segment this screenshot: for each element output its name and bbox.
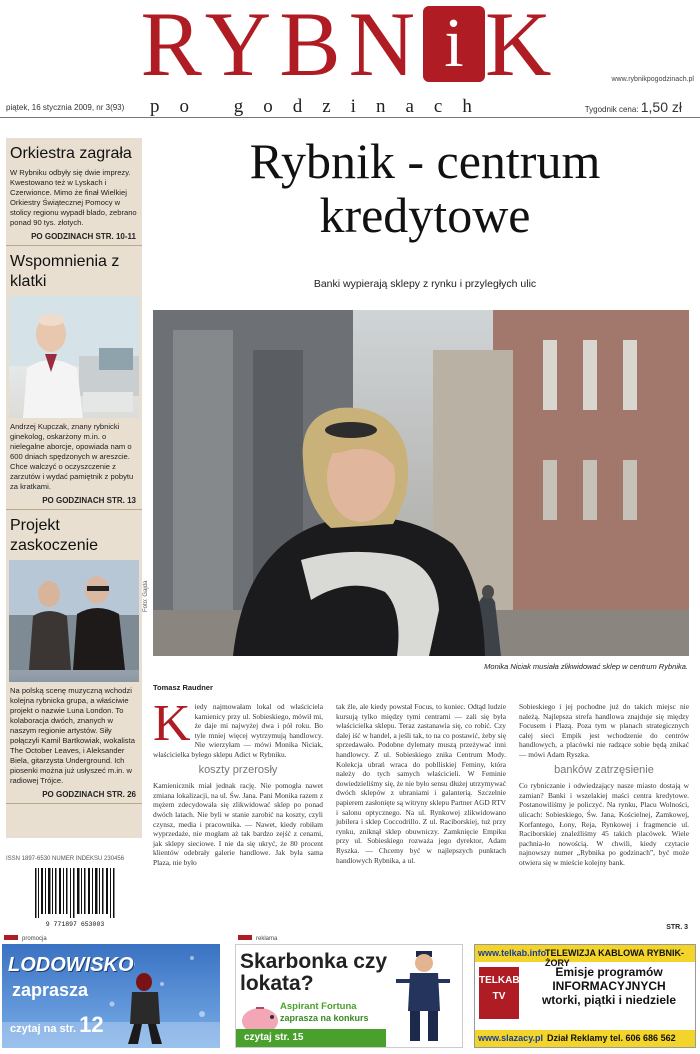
site-url[interactable]: www.rybnikpogodzinach.pl xyxy=(611,76,694,83)
price-value: 1,50 zł xyxy=(640,99,682,115)
article-paragraph: iedy najmowałam lokal od właściciela kamienicy przy ul. Sobieskiego, mówił mi, że daje mi najwyżej dwa i pół roku. Bo tyle mniej więcej wytrzymują handlowcy. Nie wierzyłam — mówi Monika Niciak, właścicielka byłego sklepu Adict w Rybniku. xyxy=(153,702,323,759)
sidebar-item-ref[interactable]: PO GODZINACH STR. 10-11 xyxy=(6,230,142,246)
ad-label: reklama xyxy=(238,935,277,942)
masthead-divider xyxy=(0,117,700,118)
mascot-figure-icon xyxy=(392,949,452,1045)
photo-caption: Monika Niciak musiała zlikwidować sklep w centrum Rybnika. xyxy=(484,662,688,671)
article-paragraph: Sobieskiego i jej pochodne już do takich miejsc nie należą. Najlepsza strefa handlowa znajduje się między Focusem i Plazą. Poza tym w planach strategicznych całej sieci Empik jest wchodzenie do centrów handlowych, a placówki nie radzące sobie będą znikać — mówi Adam Ryszka. xyxy=(519,702,689,759)
ad-telkab[interactable] xyxy=(474,944,696,1048)
ad2-contest: zaprasza na konkurs xyxy=(280,1013,369,1023)
issn-index: ISSN 1897-6530 NUMER INDEKSU 230456 xyxy=(6,856,125,862)
page-title[interactable] xyxy=(160,134,690,242)
sidebar-item-text: Andrzej Kupczak, znany rybnicki ginekolog, oskarżony m.in. o nielegalne aborcje, opowiada nam o 600 dniach spędzonych w areszcie. Chce walczyć o oczyszczenie z zarzutów i wydać pamiętnik z pobytu za kratkami. xyxy=(10,422,134,491)
sidebar-item-projekt[interactable] xyxy=(6,510,142,804)
ad3-top-bar xyxy=(475,945,696,968)
article-column-2 xyxy=(336,702,506,865)
sidebar-item-ref[interactable]: PO GODZINACH STR. 13 xyxy=(6,494,142,510)
ad-lodowisko[interactable] xyxy=(2,944,220,1048)
price-label-text: Tygodnik cena: xyxy=(584,105,639,114)
ad1-footer-text: czytaj na str. xyxy=(10,1023,77,1035)
article-paragraph: tak źle, ale kiedy powstał Focus, to koniec. Odtąd ludzie kursują tylko między tymi centrami — zali się była właścicielka sklepu. Teraz zastanawia się, co robić. Czy dalej iść w handel, a jeśli tak, to na co postawić, żeby się sprzedawało. Podobne dylematy muszą przeżywać inni handlowcy. Z ul. Sobieskiego znika Centrum Mody. Kolekcja ubrań wraca do poblliskiej Feminy, która należy do tych samych właścicieli. W Feminie dowiedzieliśmy się, że nie było sensu dłużej utrzymywać dwóch sklepów z ubraniami i galanterią. Szczelnie papierem zasłonięte są witryny sklepu Partner AGD RTV i salonu optycznego. Na ul. Rynkowej zlikwidowano jubilera i sklep Coccodrillo. Z ul. Raciborskiej, tuż przy rynku, zniknął sklep obuwniczy. Zamknięcie Empiku przy ul. Sobieskiego rozważa jego dyrektor, Adam Ryszka. — Chcemy być w najlepszych punktach handlowych Rybnika, a ul. xyxy=(336,702,506,865)
ad1-subtitle: zaprasza xyxy=(12,980,89,1000)
section-heading: banków zatrzęsienie xyxy=(554,763,654,776)
ad3-bottom-bar xyxy=(475,1030,696,1047)
price-label xyxy=(585,99,682,115)
telkab-logo: TELKAB TV xyxy=(479,967,519,1019)
ad3-line2: INFORMACYJNYCH xyxy=(552,979,666,993)
sidebar-item-text: W Rybniku odbyły się dwie imprezy. Kwestowano też w Lyskach i Czerwionce. Mimo że finał Wielkiej Orkiestry Świątecznej Pomocy w stolicy regionu wypadł blado, zebrano ponad 90 tys. złotych. xyxy=(10,168,137,227)
ad3-tv-name: TELEWIZJA KABLOWA RYBNIK- ŻORY xyxy=(545,948,684,968)
sidebar-item-wspomnienia[interactable] xyxy=(6,246,142,510)
newspaper-logo[interactable] xyxy=(90,0,610,95)
ad3-contact: Dział Reklamy tel. 606 686 562 xyxy=(547,1033,676,1043)
article-paragraph: Co rybniczanie i odwiedzający nasze miasto dostają w zamian? Banki i wszelakiej maści centra kredytowe. Postanowiliśmy je policzyć. Na rynku, Placu Wolności, ulicach: Sobieskiego, Św. Jana, Kościelnej, Zamkowej, Korfantego, Łony, Reja, Rynkowej i fragmencie ul. Raciborskiej znaleźliśmy 45 takich placówek. Wiele pachnia-ło nowością. W chwili, kiedy czytacie najnowszy numer „Rybnika po godzinach”, być może otwiera się w mieście kolejny bank. xyxy=(519,781,689,867)
ad3-url-slazacy[interactable]: www.slazacy.pl xyxy=(478,1033,544,1043)
doctor-photo-art xyxy=(9,296,139,418)
sidebar-item-title: Wspomnienia z klatki xyxy=(10,253,120,290)
article-column-3 xyxy=(519,702,689,868)
ad1-title: LODOWISKO xyxy=(8,954,134,976)
headline-line1: Rybnik - centrum xyxy=(249,133,601,189)
ad3-url-telkab[interactable]: www.telkab.info xyxy=(478,948,547,958)
logo-text-right: K xyxy=(485,0,560,95)
ad-skarbonka[interactable] xyxy=(235,944,463,1048)
ad1-footer xyxy=(10,1012,104,1038)
sidebar-item-text: Na polską scenę muzyczną wchodzi kolejna rybnicka grupa, a właściwie projekt o nazwie Luna London. To kolaboracja dwóch, znanych w naszym regionie artystów. Siły połączyli Kamil Bartkowiak, wokalista The October Leaves, i Aleksander Biela, gitarzysta Underground. Ich piosenki można już usłyszeć m.in. w radiowej Trójce. xyxy=(10,686,135,785)
article-column-1 xyxy=(153,695,323,868)
sidebar-item-title: Orkiestra zagrała xyxy=(10,145,132,162)
ad2-footer: czytaj str. 15 xyxy=(236,1029,386,1047)
article-author: Tomasz Raudner xyxy=(153,683,213,692)
sidebar-item-title: Projekt zaskoczenie xyxy=(10,517,99,554)
ad2-title: Skarbonka czy lokata? xyxy=(240,950,388,995)
ad3-line3: wtorki, piątki i niedziele xyxy=(541,993,677,1007)
sidebar-item-orkiestra[interactable] xyxy=(6,138,142,246)
main-photo[interactable] xyxy=(153,310,689,656)
headline-line2: kredytowe xyxy=(319,187,531,243)
article-continue-ref[interactable]: STR. 3 xyxy=(666,924,688,931)
ad3-line1: Emisje programów xyxy=(555,965,663,979)
section-heading: koszty przerosły xyxy=(198,763,278,776)
article-body xyxy=(153,695,689,930)
tagline: po godzinach xyxy=(150,96,492,117)
ad1-page-number: 12 xyxy=(79,1012,104,1037)
sidebar xyxy=(6,138,142,838)
band-photo xyxy=(9,560,139,682)
subheadline: Banki wypierają sklepy z rynku i przyległych ulic xyxy=(313,278,537,290)
article-paragraph: Kamienicznik miał jednak rację. Nie pomogła nawet zmiana lokalizacji, na ul. Św. Jana. Pani Monika razem z mężem zdecydowała się zlikwidować sklep po ponad dwóch latach. Nie byli w stanie zarobić na koszty, czyli czynsz, media i pracownika. — Nawet, kiedy robiłam wyprzedaże, nie mogłam aż tak bardzo zejść z cenami, jak sklepy sieciowe. I nie da się ukryć, że 80 procent klientów odebrały galerie handlowe. Jak była sama Plaza, nie było xyxy=(153,781,323,867)
barcode-icon xyxy=(33,868,117,928)
sidebar-item-ref[interactable]: PO GODZINACH STR. 26 xyxy=(6,788,142,804)
band-photo-art xyxy=(9,560,139,670)
ad3-message xyxy=(523,965,695,1007)
barcode-number: 9 771897 653003 xyxy=(45,921,105,928)
masthead xyxy=(0,0,700,120)
doctor-photo xyxy=(9,296,139,418)
logo-text-left: RYBN xyxy=(140,0,424,95)
photo-credit: Foto: Gajda xyxy=(143,580,149,612)
issue-date: piątek, 16 stycznia 2009, nr 3(93) xyxy=(6,103,125,112)
ad2-subtitle: Aspirant Fortuna xyxy=(280,1001,357,1012)
main-photo-art xyxy=(153,310,689,656)
promo-label: promocja xyxy=(4,935,47,942)
dropcap: K xyxy=(153,695,191,752)
logo-i-box: i xyxy=(423,6,485,82)
